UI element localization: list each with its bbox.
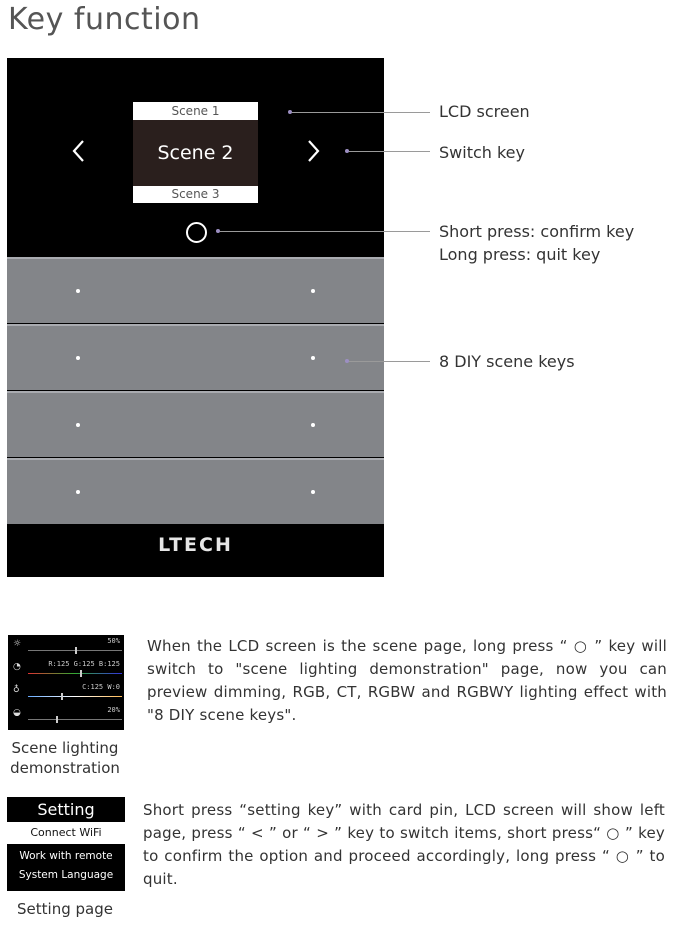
demo-caption bbox=[4, 738, 126, 778]
speed-icon: ◒ bbox=[13, 708, 21, 718]
scene-key-dot bbox=[76, 356, 80, 360]
palette-icon: ◔ bbox=[13, 662, 21, 672]
confirm-key-icon[interactable] bbox=[186, 222, 207, 243]
demo-value: C:125 W:0 bbox=[82, 683, 120, 691]
setting-list bbox=[7, 844, 125, 891]
scene-demo-thumbnail bbox=[8, 635, 124, 730]
demo-slider-track bbox=[28, 673, 122, 674]
setting-description: Short press “setting key” with card pin, LCD screen will show left page, press “ < ” or “ > ” key to switch items, short press“ ○ ” key to confirm the option and proceed accordingly, long press “ ○ ” to quit. bbox=[143, 801, 665, 888]
scene-key-dot bbox=[76, 490, 80, 494]
demo-caption-line: Scene lighting bbox=[11, 739, 119, 757]
callout-line bbox=[220, 231, 430, 232]
control-panel bbox=[7, 58, 384, 577]
scene-key-dot bbox=[311, 356, 315, 360]
callout-line bbox=[349, 361, 430, 362]
callout-line bbox=[292, 112, 430, 113]
lcd-scene-prev: Scene 1 bbox=[133, 102, 258, 120]
callout-switch-key: Switch key bbox=[439, 143, 525, 162]
callout-quit-key: Long press: quit key bbox=[439, 245, 601, 264]
setting-caption: Setting page bbox=[17, 900, 113, 918]
demo-row-brightness bbox=[8, 637, 124, 657]
callout-line bbox=[349, 151, 430, 152]
chevron-right-icon[interactable] bbox=[305, 138, 321, 171]
demo-slider-knob bbox=[61, 693, 63, 700]
scene-key-row-3[interactable] bbox=[7, 391, 384, 457]
demo-slider-knob bbox=[56, 716, 58, 723]
scene-key-dot bbox=[311, 423, 315, 427]
temperature-icon: ♁ bbox=[13, 685, 20, 695]
demo-value: R:125 G:125 B:125 bbox=[48, 660, 120, 668]
scene-key-dot bbox=[76, 289, 80, 293]
scene-key-dot bbox=[76, 423, 80, 427]
scene-key-dot bbox=[311, 490, 315, 494]
callout-diy-keys: 8 DIY scene keys bbox=[439, 352, 575, 371]
setting-item-wifi: Connect WiFi bbox=[7, 822, 125, 844]
demo-value: 50% bbox=[107, 637, 120, 645]
setting-header: Setting bbox=[7, 797, 125, 822]
demo-slider-knob bbox=[80, 670, 82, 677]
demo-slider-track bbox=[28, 696, 122, 697]
scene-key-dot bbox=[311, 289, 315, 293]
callout-confirm-key: Short press: confirm key bbox=[439, 222, 635, 241]
demo-row-speed bbox=[8, 706, 124, 726]
brightness-icon: ☼ bbox=[13, 639, 22, 649]
setting-page-thumbnail bbox=[7, 797, 125, 891]
demo-row-ct bbox=[8, 683, 124, 703]
scene-key-row-2[interactable] bbox=[7, 324, 384, 390]
callout-lcd-screen: LCD screen bbox=[439, 102, 530, 121]
scene-key-row-4[interactable] bbox=[7, 458, 384, 524]
scene-key-row-1[interactable] bbox=[7, 257, 384, 323]
lcd-scene-current: Scene 2 bbox=[133, 120, 258, 186]
demo-caption-line: demonstration bbox=[10, 759, 120, 777]
demo-value: 20% bbox=[107, 706, 120, 714]
demo-description: When the LCD screen is the scene page, long press “ ○ ” key will switch to "scene lighting demonstration" page, now you can preview dimming, RGB, CT, RGBW and RGBWY lighting effect with "8 DIY scene keys". bbox=[147, 637, 667, 724]
lcd-scene-next: Scene 3 bbox=[133, 186, 258, 203]
setting-item-remote: Work with remote bbox=[19, 850, 113, 862]
page-title: Key function bbox=[8, 2, 201, 37]
demo-slider-knob bbox=[75, 647, 77, 654]
demo-slider-track bbox=[28, 719, 122, 720]
brand-logo: LTECH bbox=[158, 534, 233, 556]
demo-row-rgb bbox=[8, 660, 124, 680]
setting-item-language: System Language bbox=[18, 869, 114, 881]
chevron-left-icon[interactable] bbox=[71, 138, 87, 171]
